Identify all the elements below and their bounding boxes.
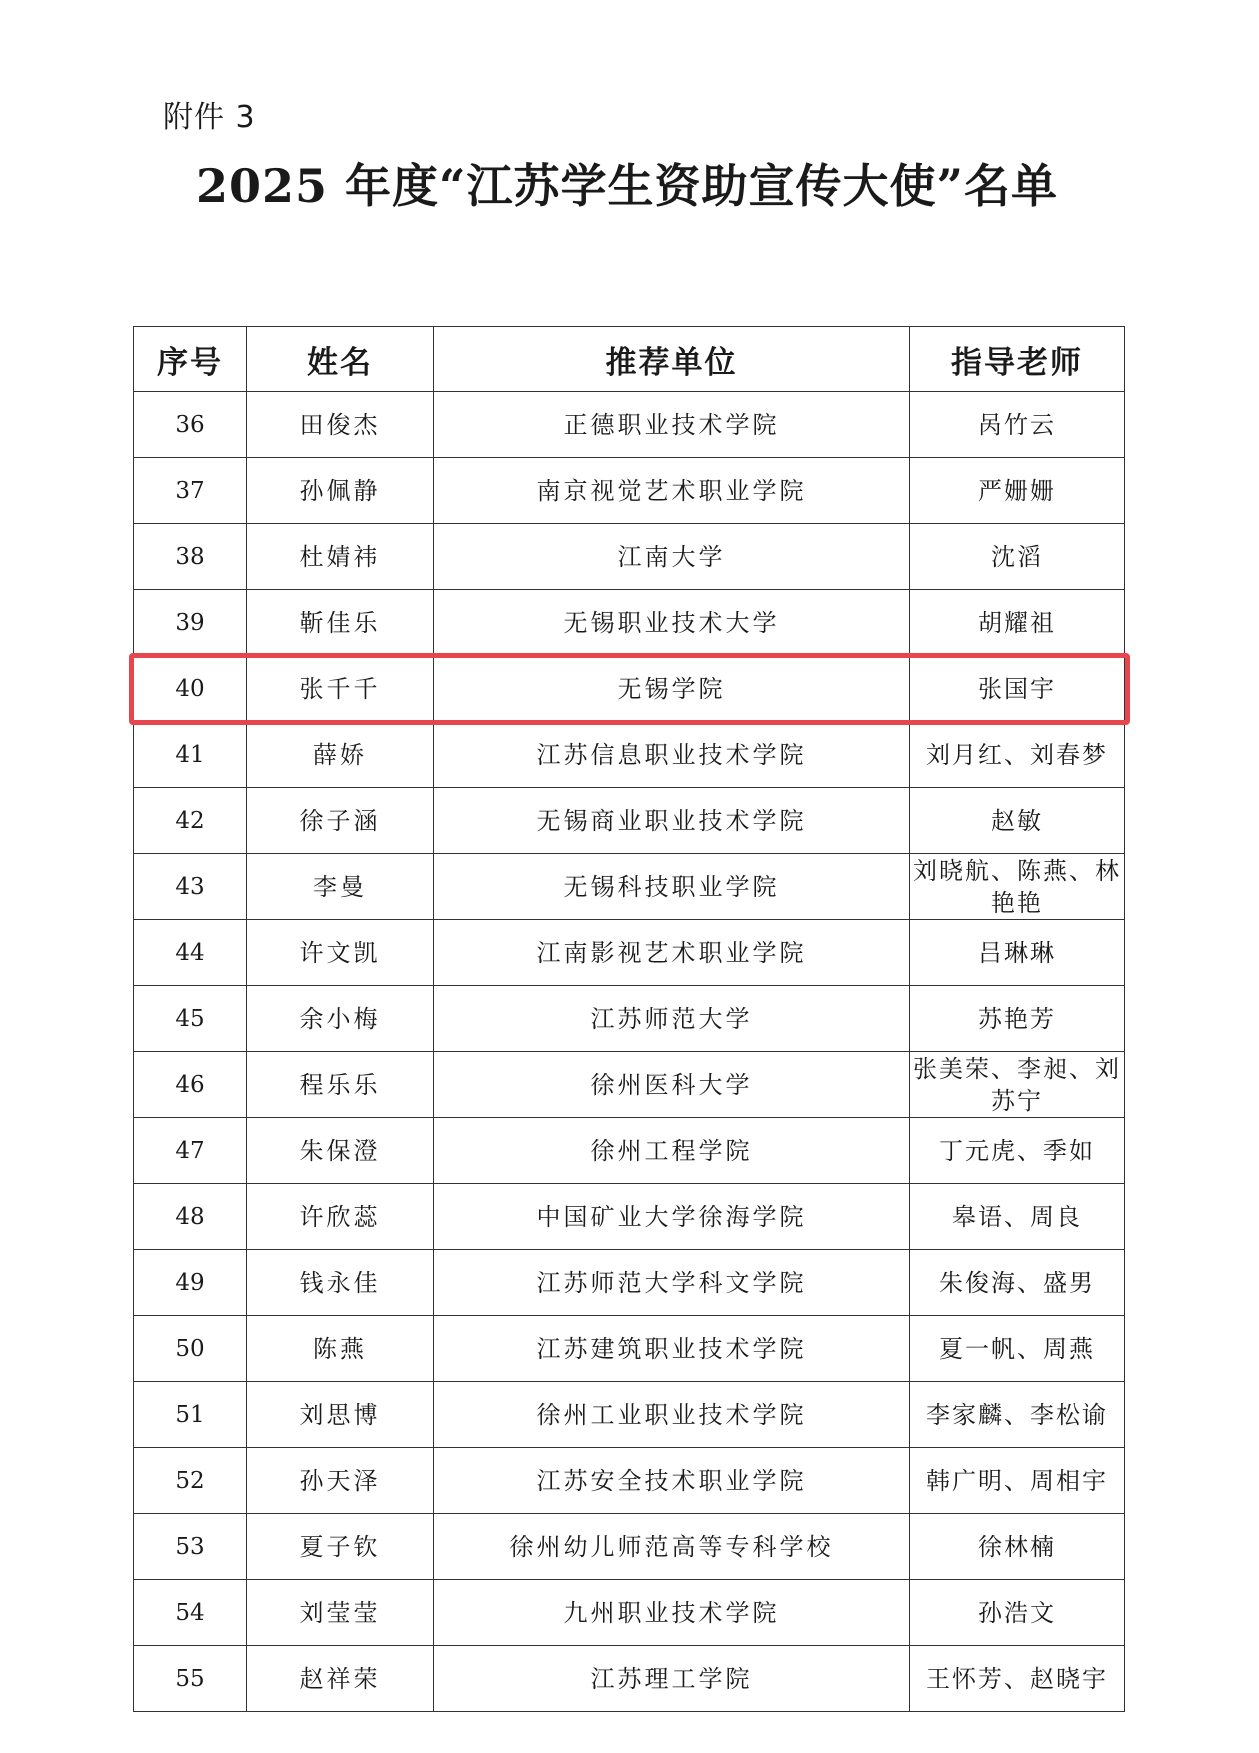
document-title: 2025 年度“江苏学生资助宣传大使”名单	[196, 159, 1058, 213]
row-teacher: 沈滔	[910, 524, 1125, 590]
table-row	[134, 986, 1125, 1052]
row-number: 49	[134, 1250, 247, 1316]
row-unit: 无锡商业职业技术学院	[434, 788, 910, 854]
row-number: 53	[134, 1514, 247, 1580]
row-number: 38	[134, 524, 247, 590]
table-row	[134, 590, 1125, 656]
table-row	[134, 1052, 1125, 1118]
row-number: 54	[134, 1580, 247, 1646]
table-row	[134, 920, 1125, 986]
row-teacher: 徐林楠	[910, 1514, 1125, 1580]
row-teacher: 夏一帆、周燕	[910, 1316, 1125, 1382]
row-unit: 江苏师范大学	[434, 986, 910, 1052]
table-row	[134, 722, 1125, 788]
row-teacher: 皋语、周良	[910, 1184, 1125, 1250]
row-number: 37	[134, 458, 247, 524]
row-teacher: 胡耀祖	[910, 590, 1125, 656]
row-unit: 九州职业技术学院	[434, 1580, 910, 1646]
row-unit: 无锡职业技术大学	[434, 590, 910, 656]
row-unit: 徐州工业职业技术学院	[434, 1382, 910, 1448]
table-row	[134, 524, 1125, 590]
row-name: 许欣蕊	[247, 1184, 434, 1250]
row-name: 薛娇	[247, 722, 434, 788]
row-number: 45	[134, 986, 247, 1052]
row-number: 47	[134, 1118, 247, 1184]
row-number: 43	[134, 854, 247, 920]
row-number: 40	[134, 656, 247, 722]
table-row	[134, 1118, 1125, 1184]
table-row	[134, 1382, 1125, 1448]
row-name: 许文凯	[247, 920, 434, 986]
row-teacher: 韩广明、周相宇	[910, 1448, 1125, 1514]
row-number: 44	[134, 920, 247, 986]
row-name: 张千千	[247, 656, 434, 722]
row-unit: 江苏建筑职业技术学院	[434, 1316, 910, 1382]
row-teacher: 呙竹云	[910, 392, 1125, 458]
row-teacher: 严姗姗	[910, 458, 1125, 524]
row-unit: 徐州幼儿师范高等专科学校	[434, 1514, 910, 1580]
row-number: 51	[134, 1382, 247, 1448]
table-row	[134, 1250, 1125, 1316]
row-number: 39	[134, 590, 247, 656]
row-teacher: 刘晓航、陈燕、林艳艳	[910, 854, 1125, 920]
row-name: 孙佩静	[247, 458, 434, 524]
row-number: 36	[134, 392, 247, 458]
row-unit: 江苏理工学院	[434, 1646, 910, 1712]
table-row	[134, 656, 1125, 722]
row-unit: 南京视觉艺术职业学院	[434, 458, 910, 524]
row-teacher: 赵敏	[910, 788, 1125, 854]
row-name: 刘思博	[247, 1382, 434, 1448]
row-unit: 无锡学院	[434, 656, 910, 722]
row-name: 钱永佳	[247, 1250, 434, 1316]
row-unit: 江苏信息职业技术学院	[434, 722, 910, 788]
row-number: 46	[134, 1052, 247, 1118]
row-teacher: 孙浩文	[910, 1580, 1125, 1646]
row-unit: 江苏安全技术职业学院	[434, 1448, 910, 1514]
row-name: 余小梅	[247, 986, 434, 1052]
row-teacher: 苏艳芳	[910, 986, 1125, 1052]
header-unit: 推荐单位	[434, 327, 910, 392]
row-number: 42	[134, 788, 247, 854]
row-teacher: 张美荣、李昶、刘苏宁	[910, 1052, 1125, 1118]
row-name: 刘莹莹	[247, 1580, 434, 1646]
row-unit: 中国矿业大学徐海学院	[434, 1184, 910, 1250]
row-name: 杜婧祎	[247, 524, 434, 590]
row-teacher: 吕琳琳	[910, 920, 1125, 986]
row-unit: 江苏师范大学科文学院	[434, 1250, 910, 1316]
row-name: 陈燕	[247, 1316, 434, 1382]
row-name: 徐子涵	[247, 788, 434, 854]
row-name: 程乐乐	[247, 1052, 434, 1118]
row-teacher: 张国宇	[910, 656, 1125, 722]
row-teacher: 刘月红、刘春梦	[910, 722, 1125, 788]
attachment-label: 附件 3	[163, 100, 256, 135]
table-row	[134, 854, 1125, 920]
table-row	[134, 788, 1125, 854]
header-name: 姓名	[247, 327, 434, 392]
table-row	[134, 1448, 1125, 1514]
table-body	[134, 392, 1125, 1712]
row-unit: 正德职业技术学院	[434, 392, 910, 458]
row-name: 夏子钦	[247, 1514, 434, 1580]
row-teacher: 李家麟、李松谕	[910, 1382, 1125, 1448]
row-name: 朱保澄	[247, 1118, 434, 1184]
row-name: 田俊杰	[247, 392, 434, 458]
roster-table	[133, 326, 1125, 1712]
row-unit: 江南大学	[434, 524, 910, 590]
table-row	[134, 458, 1125, 524]
row-name: 赵祥荣	[247, 1646, 434, 1712]
row-unit: 徐州工程学院	[434, 1118, 910, 1184]
table-row	[134, 1580, 1125, 1646]
row-number: 41	[134, 722, 247, 788]
row-teacher: 王怀芳、赵晓宇	[910, 1646, 1125, 1712]
row-teacher: 丁元虎、季如	[910, 1118, 1125, 1184]
row-unit: 徐州医科大学	[434, 1052, 910, 1118]
table-row	[134, 1316, 1125, 1382]
row-number: 55	[134, 1646, 247, 1712]
header-teacher: 指导老师	[910, 327, 1125, 392]
row-number: 52	[134, 1448, 247, 1514]
row-teacher: 朱俊海、盛男	[910, 1250, 1125, 1316]
table-header	[134, 327, 1125, 392]
table-row	[134, 1646, 1125, 1712]
row-name: 靳佳乐	[247, 590, 434, 656]
table-row	[134, 1514, 1125, 1580]
row-name: 李曼	[247, 854, 434, 920]
row-unit: 无锡科技职业学院	[434, 854, 910, 920]
row-number: 48	[134, 1184, 247, 1250]
header-number: 序号	[134, 327, 247, 392]
row-unit: 江南影视艺术职业学院	[434, 920, 910, 986]
table-row	[134, 392, 1125, 458]
row-number: 50	[134, 1316, 247, 1382]
row-name: 孙天泽	[247, 1448, 434, 1514]
table-row	[134, 1184, 1125, 1250]
header-row	[134, 327, 1125, 392]
